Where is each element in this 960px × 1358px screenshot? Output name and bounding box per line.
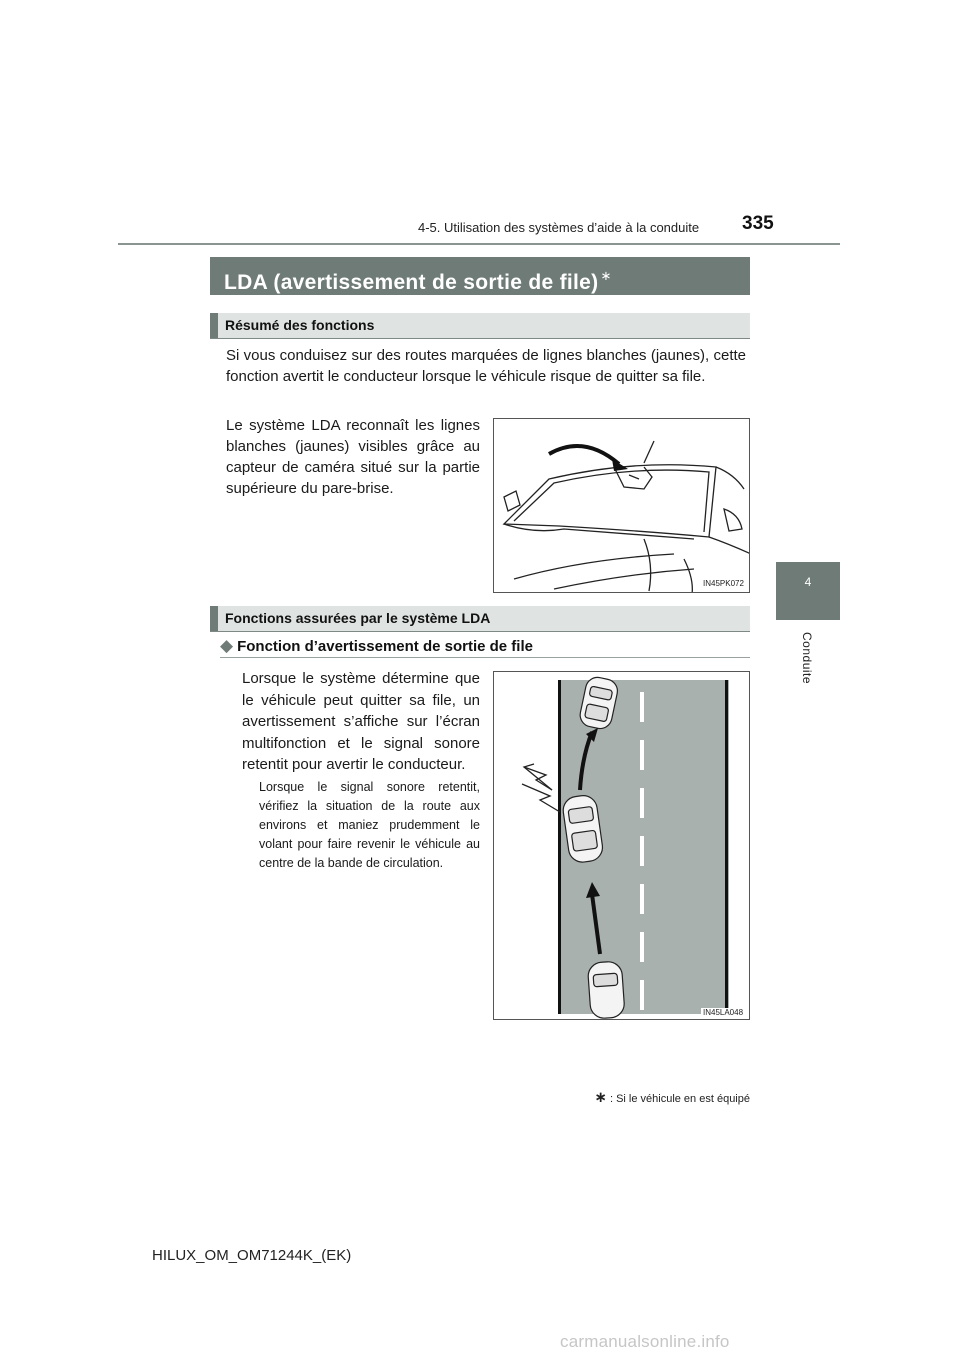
windshield-illustration [494, 419, 750, 593]
lane-departure-figure [493, 671, 750, 1020]
function-heading-rule [220, 657, 750, 658]
footnote-text: : Si le véhicule en est équipé [609, 1093, 750, 1105]
camera-text: Le système LDA reconnaît les lignes blanches (jaunes) visibles grâce au capteur de caméra situé sur la partie supérieure du pare-brise. [226, 417, 480, 497]
summary-heading-bar [210, 313, 750, 339]
chapter-label: Conduite [800, 632, 814, 685]
figure-code-1: IN45PK072 [703, 579, 744, 588]
function-heading [220, 636, 533, 656]
heading-accent [210, 313, 218, 338]
summary-intro: Si vous conduisez sur des routes marquées de lignes blanches (jaunes), cette fonction avertit le conducteur lorsque le véhicule risque de quitter sa file. [226, 347, 746, 385]
document-id: HILUX_OM_OM71244K_(EK) [152, 1247, 352, 1264]
functions-heading: Fonctions assurées par le système LDA [225, 610, 491, 626]
windshield-figure [493, 418, 750, 593]
function-note: Lorsque le signal sonore retentit, vérifiez la situation de la route aux environs et maniez prudemment le volant pour faire revenir le véhicule au centre de la bande de circulation. [259, 780, 480, 870]
chapter-tab [776, 562, 840, 620]
summary-heading: Résumé des fonctions [225, 317, 375, 333]
header-rule [118, 243, 840, 245]
functions-heading-bar [210, 606, 750, 632]
diamond-icon: ◆ [220, 636, 234, 655]
footnote-star-icon: ∗ [594, 1089, 607, 1106]
chapter-number: 4 [804, 575, 812, 589]
title-text: LDA (avertissement de sortie de file) [224, 271, 599, 294]
watermark: carmanualsonline.info [560, 1332, 730, 1351]
footnote [560, 1088, 750, 1106]
figure-code-2: IN45LA048 [703, 1008, 744, 1017]
page-number: 335 [742, 213, 774, 234]
function-heading-text: Fonction d’avertissement de sortie de file [237, 638, 533, 655]
function-description: Lorsque le système détermine que le véhicule peut quitter sa file, un avertissement s’affiche sur l’écran multifonction et le signal sonore retentit pour avertir le conducteur. [242, 670, 480, 773]
section-header: 4-5. Utilisation des systèmes d’aide à la conduite [418, 220, 700, 235]
title-marker: ∗ [600, 268, 612, 283]
page-title [210, 257, 750, 295]
lane-departure-illustration [494, 672, 750, 1020]
heading-accent [210, 606, 218, 631]
